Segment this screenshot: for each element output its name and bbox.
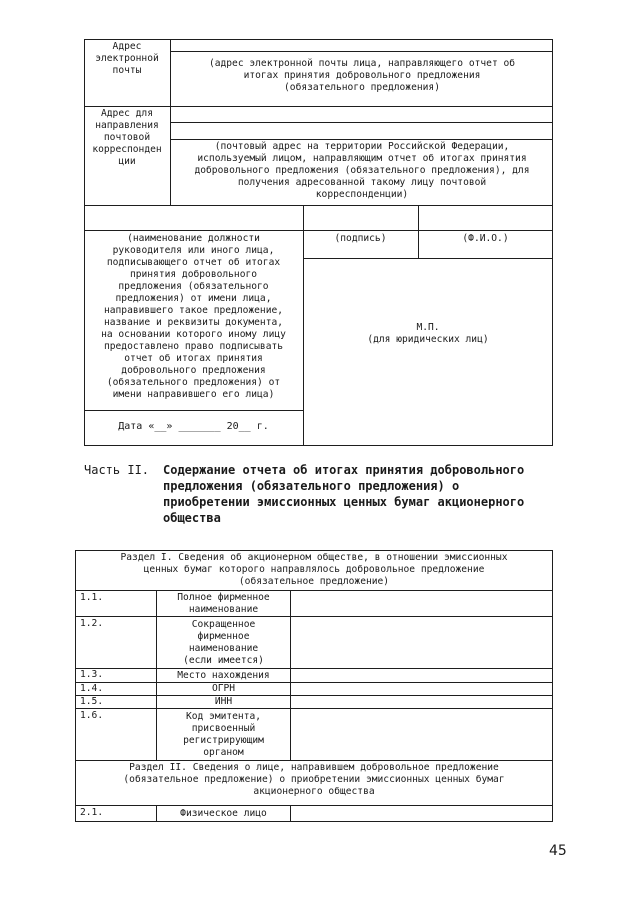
date-line: Дата «__» _______ 20__ г.: [118, 421, 269, 432]
row-number: 2.1.: [80, 807, 104, 818]
row-label: Место нахождения: [177, 669, 270, 681]
row-label: Сокращенное фирменное наименование (если имеется): [183, 618, 264, 666]
row-number: 1.1.: [80, 592, 104, 603]
signature-label: (подпись): [334, 233, 387, 244]
row-number: 1.4.: [80, 683, 104, 694]
part2-title-line: Содержание отчета об итогах принятия добровольного: [163, 463, 525, 477]
row-label: ИНН: [214, 696, 233, 707]
row-label: Код эмитента, присвоенный регистрирующим органом: [183, 710, 264, 758]
row-number: 1.3.: [80, 669, 104, 680]
page-number: 45: [549, 843, 567, 859]
part2-prefix: Часть II.: [84, 463, 150, 477]
row-number: 1.2.: [80, 618, 104, 629]
part2-title-line: приобретении эмиссионных ценных бумаг акционерного: [163, 495, 525, 509]
fio-label: (Ф.И.О.): [462, 233, 509, 244]
row-label: ОГРН: [211, 683, 236, 694]
part2-title-line: предложения (обязательного предложения) о: [163, 479, 460, 493]
part2-title-line: общества: [163, 511, 221, 525]
stamp-mark: М.П.: [416, 322, 440, 333]
stamp-note: (для юридических лиц): [367, 334, 489, 345]
row-number: 1.5.: [80, 696, 104, 707]
row-label: Физическое лицо: [180, 807, 267, 819]
row-number: 1.6.: [80, 710, 104, 721]
row-label: Полное фирменное наименование: [177, 591, 270, 615]
